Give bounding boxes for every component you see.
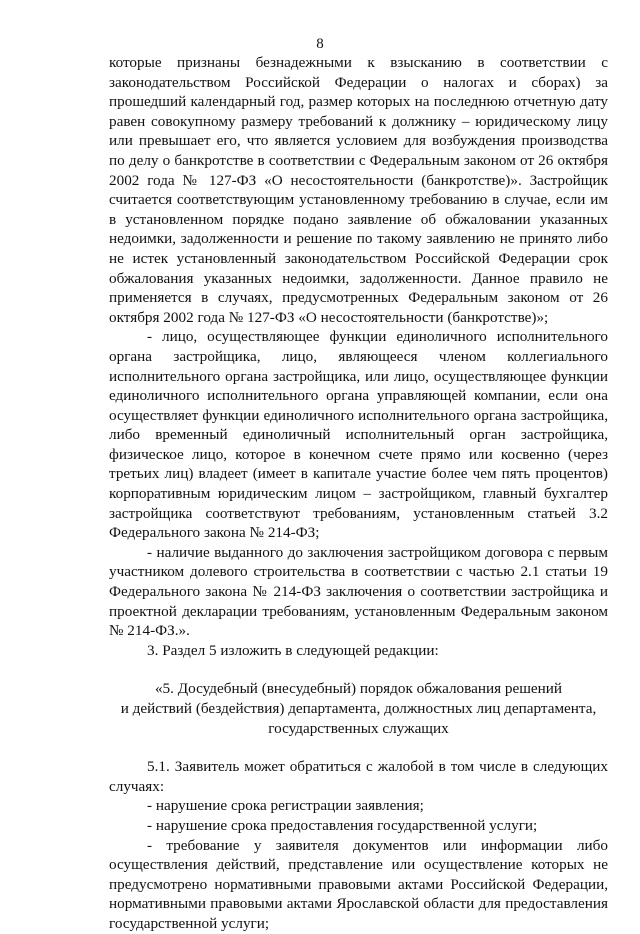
paragraph-section-amendment: 3. Раздел 5 изложить в следующей редакции: bbox=[147, 641, 439, 659]
paragraph-bankruptcy-condition: которые признаны безнадежными к взысканию в соответствии с законодательством Российской Федерации о налогах и сборах) за прошедший календарный год, размер которых на последнюю отчетную дату равен совокупному размеру требований к должнику – юридическому лицу или превышает его, что является условием для возбуждения производства по делу о банкротстве в соответствии с Федеральным законом от 26 октября 2002 года № 127-ФЗ «О несостоятельности (банкротстве)». Застройщик считается соответствующим установленному требованию в случае, если им в установленном порядке подано заявление об обжаловании указанных недоимки, задолженности и решение по такому заявлению не принято либо не истек установленный законодательством Российской Федерации срок обжалования указанных недоимки, задолженности. Данное правило не применяется в случаях, предусмотренных Федеральным законом от 26 октября 2002 года № 127-ФЗ «О несостоятельности (банкротстве)»; bbox=[109, 54, 608, 326]
list-item-registration-deadline: - нарушение срока регистрации заявления; bbox=[147, 797, 424, 815]
section-heading-line-1: «5. Досудебный (внесудебный) порядок обжалования решений bbox=[154, 680, 563, 698]
section-heading bbox=[109, 679, 608, 738]
list-item-document-requirement: - требование у заявителя документов или информации либо осуществления действий, представление или осуществление которых не предусмотрено нормативными правовыми актами Российской Федерации, нормативными правовыми актами Ярославской области для предоставления государственной услуги; bbox=[109, 836, 608, 932]
paragraph-5-1: 5.1. Заявитель может обратиться с жалобой в том числе в следующих случаях: bbox=[109, 758, 608, 795]
document-body bbox=[109, 53, 608, 934]
list-item-service-deadline: - нарушение срока предоставления государственной услуги; bbox=[147, 816, 538, 834]
section-heading-line-3: государственных служащих bbox=[268, 719, 449, 737]
spacer bbox=[109, 738, 608, 757]
spacer bbox=[109, 660, 608, 679]
paragraph-executive-requirements: - лицо, осуществляющее функции единоличного исполнительного органа застройщика, лицо, являющееся членом коллегиального исполнительного органа застройщика, или лицо, осуществляющее функции единоличного исполнительного органа управляющей компании, если она осуществляет функции единоличного исполнительного органа застройщика, либо временный единоличный исполнительный орган застройщика, физическое лицо, которое в конечном счете прямо или косвенно (через третьих лиц) владеет (имеет в капитале участие более чем пять процентов) корпоративным юридическим лицом – застройщиком, главный бухгалтер застройщика соответствуют требованиям, установленным статьей 3.2 Федерального закона № 214-ФЗ; bbox=[109, 328, 608, 542]
section-heading-line-2: и действий (бездействия) департамента, должностных лиц департамента, bbox=[120, 700, 597, 717]
page-number: 8 bbox=[316, 36, 324, 52]
paragraph-conclusion-requirement: - наличие выданного до заключения застройщиком договора с первым участником долевого строительства в соответствии с частью 2.1 статьи 19 Федерального закона № 214-ФЗ заключения о соответствии застройщика и проектной декларации требованиям, установленным Федеральным законом № 214-ФЗ.». bbox=[109, 543, 608, 640]
